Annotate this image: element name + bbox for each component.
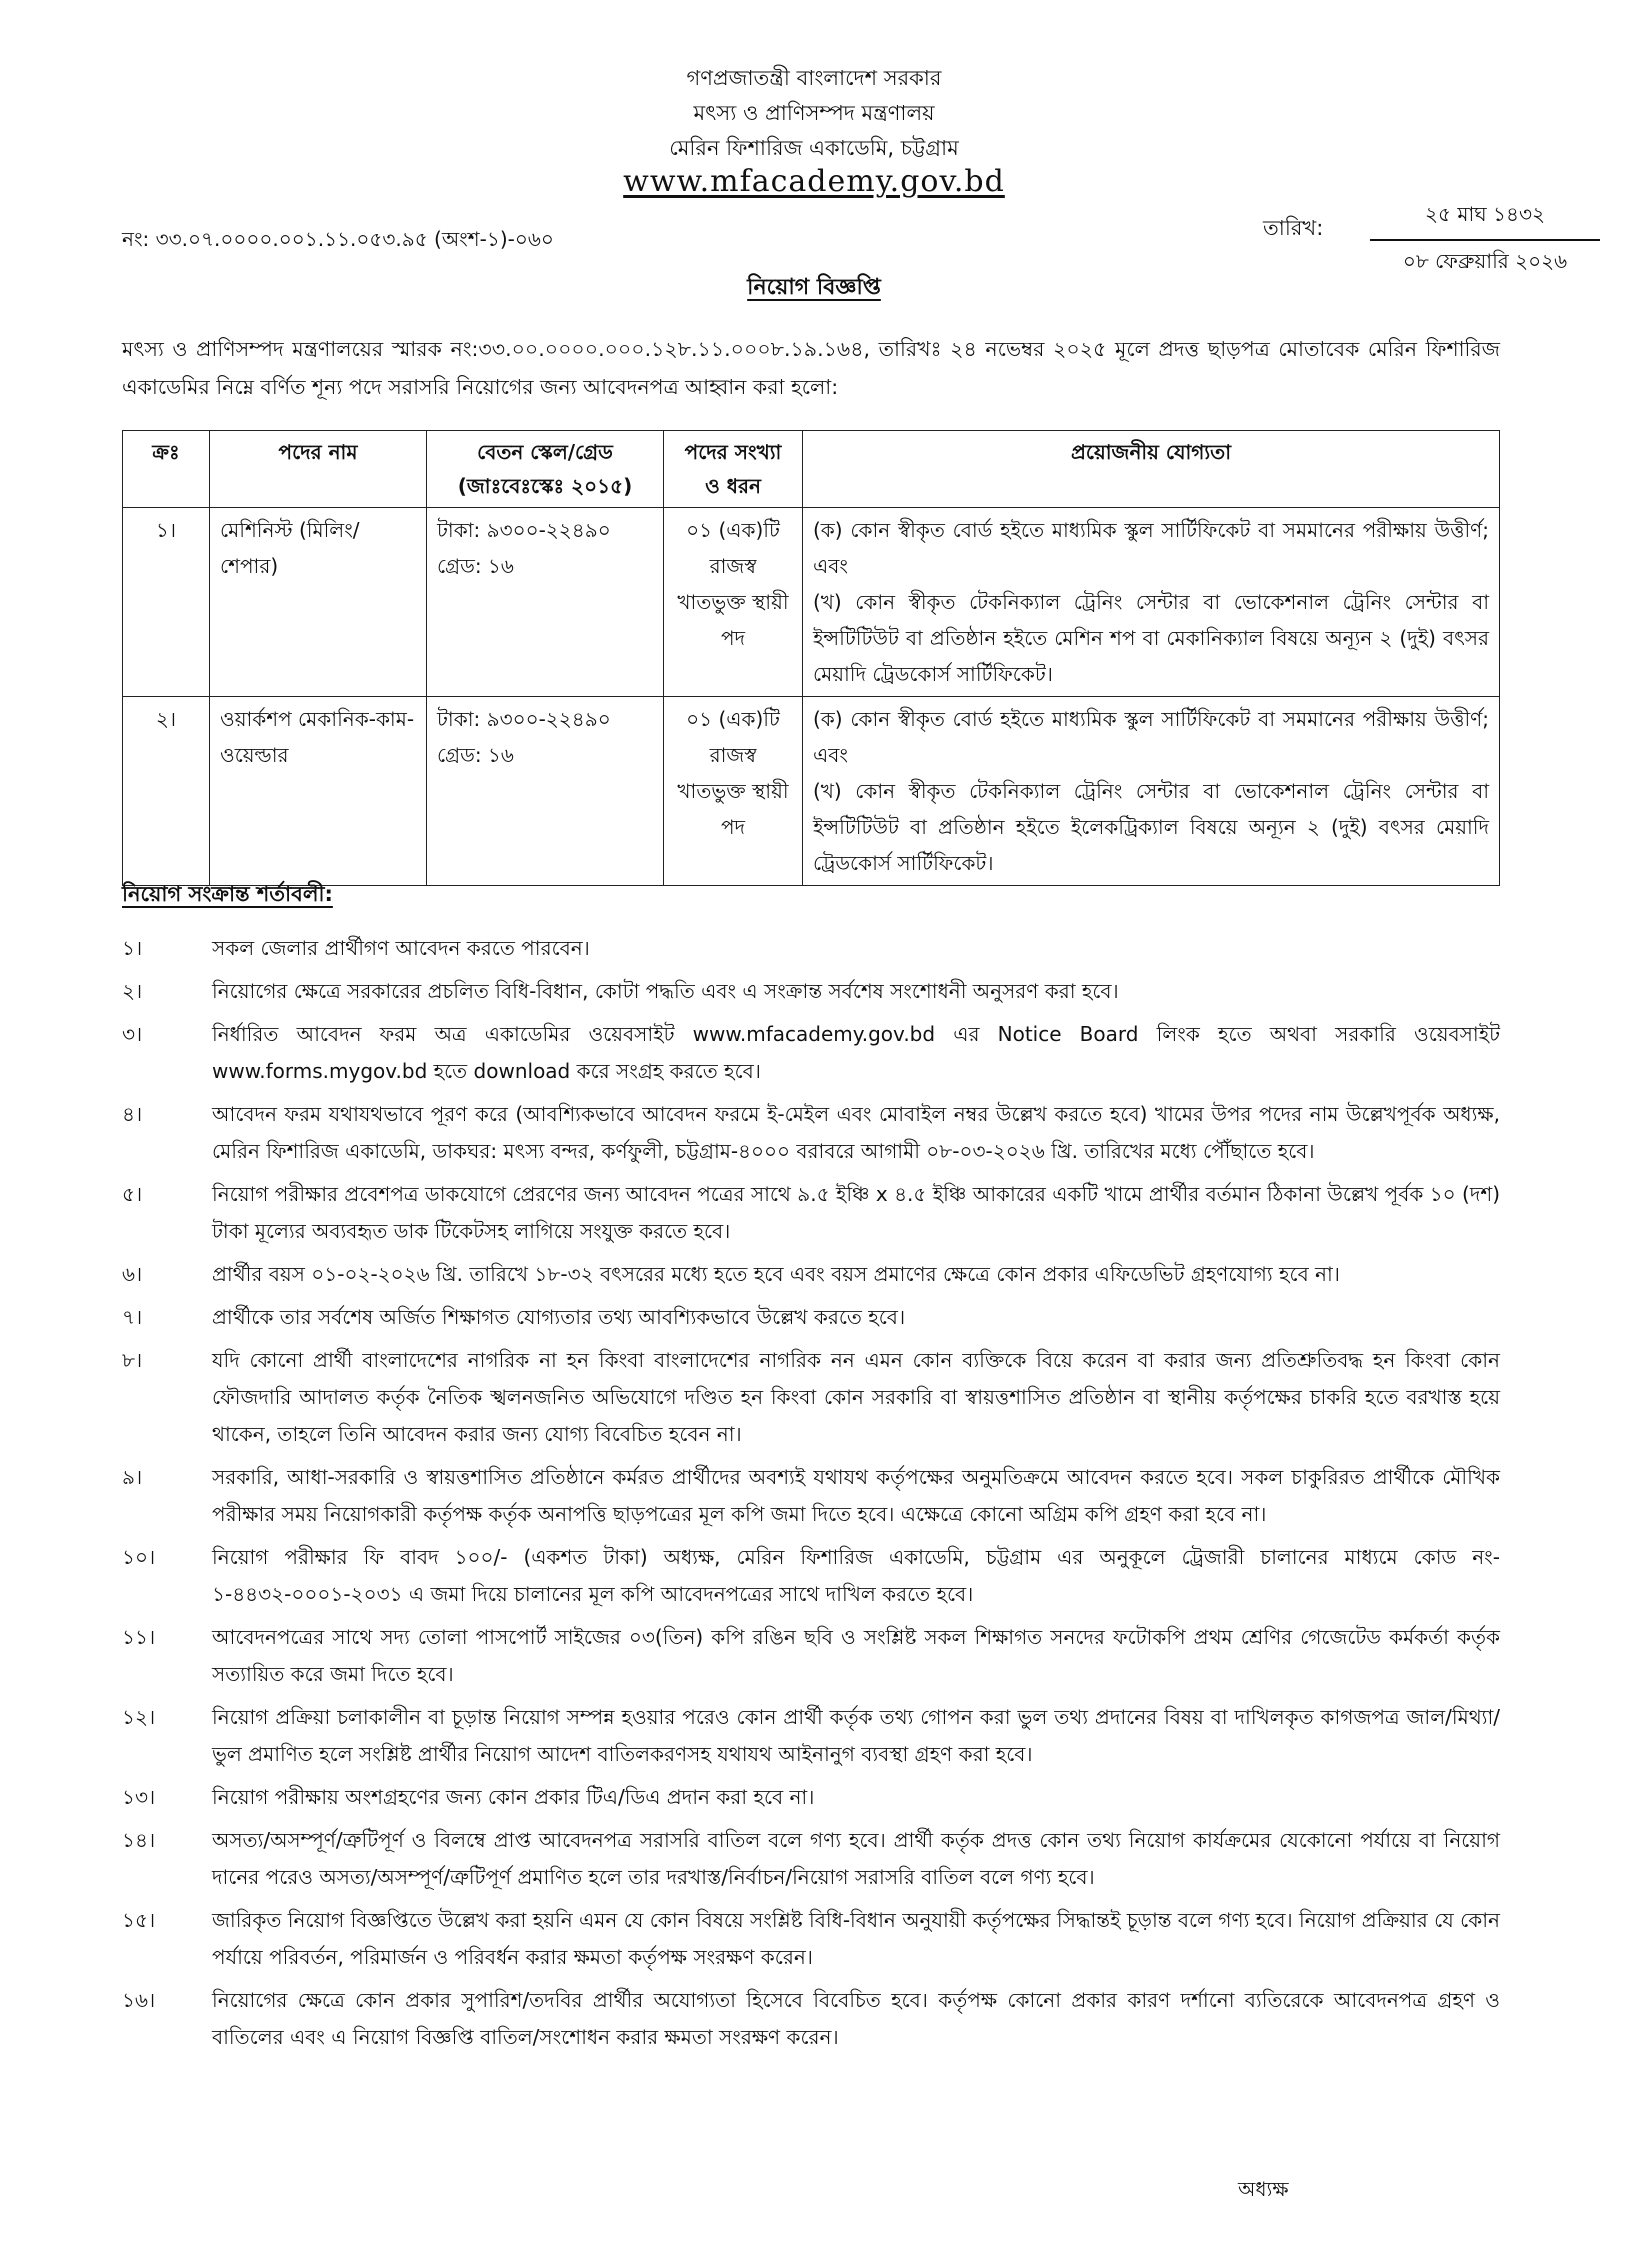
table-row bbox=[123, 697, 1500, 886]
row-post: মেশিনিস্ট (মিলিং/শেপার) bbox=[210, 508, 427, 697]
list-item bbox=[122, 1342, 1500, 1453]
date-bangla: ২৫ মাঘ ১৪৩২ bbox=[1370, 200, 1600, 241]
term-text: প্রার্থীকে তার সর্বশেষ অর্জিত শিক্ষাগত যোগ্যতার তথ্য আবশ্যিকভাবে উল্লেখ করতে হবে। bbox=[212, 1305, 906, 1329]
header-government: গণপ্রজাতন্ত্রী বাংলাদেশ সরকার bbox=[686, 66, 942, 90]
notice-title: নিয়োগ বিজ্ঞপ্তি bbox=[747, 275, 881, 300]
list-item bbox=[122, 930, 1500, 967]
term-number: ১৬। bbox=[122, 1988, 156, 2012]
term-number: ১৪। bbox=[122, 1828, 156, 1852]
list-item bbox=[122, 1459, 1500, 1533]
signature-title: অধ্যক্ষ bbox=[1238, 2177, 1289, 2201]
list-item bbox=[122, 1096, 1500, 1170]
row-serial: ১। bbox=[123, 508, 210, 697]
term-number: ৬। bbox=[122, 1262, 143, 1286]
table-header-row bbox=[123, 431, 1500, 508]
qualification-a: (ক) কোন স্বীকৃত বোর্ড হইতে মাধ্যমিক স্কুল সার্টিফিকেট বা সমমানের পরীক্ষায় উত্তীর্ণ; এবং bbox=[813, 518, 1489, 578]
qualification-b: (খ) কোন স্বীকৃত টেকনিক্যাল ট্রেনিং সেন্টার বা ভোকেশনাল ট্রেনিং সেন্টার বা ইন্সটিটিউট বা প্রতিষ্ঠান হইতে মেশিন শপ বা মেকানিক্যাল বিষয়ে অন্যূন ২ (দুই) বৎসর মেয়াদি ট্রেডকোর্স সার্টিফিকেট। bbox=[813, 590, 1489, 686]
list-item bbox=[122, 1822, 1500, 1896]
list-item bbox=[122, 1779, 1500, 1816]
header-ministry: মৎস্য ও প্রাণিসম্পদ মন্ত্রণালয় bbox=[693, 101, 935, 125]
term-text: সরকারি, আধা-সরকারি ও স্বায়ত্তশাসিত প্রতিষ্ঠানে কর্মরত প্রার্থীদের অবশ্যই যথাযথ কর্তৃপক্ষের অনুমতিক্রমে আবেদন করতে হবে। সকল চাকুরিরত প্রার্থীকে মৌখিক পরীক্ষার সময় নিয়োগকারী কর্তৃপক্ষ কর্তৃক অনাপত্তি ছাড়পত্রের মূল কপি জমা দিতে হবে। এক্ষেত্রে কোনো অগ্রিম কপি গ্রহণ করা হবে না। bbox=[212, 1465, 1500, 1526]
term-text: নিয়োগের ক্ষেত্রে কোন প্রকার সুপারিশ/তদবির প্রার্থীর অযোগ্যতা হিসেবে বিবেচিত হবে। কর্তৃপক্ষ কোনো প্রকার কারণ দর্শানো ব্যতিরেকে আবেদনপত্র গ্রহণ ও বাতিলের এবং এ নিয়োগ বিজ্ঞপ্তি বাতিল/সংশোধন করার ক্ষমতা সংরক্ষণ করেন। bbox=[212, 1988, 1500, 2049]
term-number: ১০। bbox=[122, 1545, 156, 1569]
term-text: অসত্য/অসম্পূর্ণ/ত্রুটিপূর্ণ ও বিলম্বে প্রাপ্ত আবেদনপত্র সরাসরি বাতিল বলে গণ্য হবে। প্রার্থী কর্তৃক প্রদত্ত কোন তথ্য নিয়োগ কার্যক্রমের যেকোনো পর্যায়ে বা নিয়োগ দানের পরেও অসত্য/অসম্পূর্ণ/ত্রুটিপূর্ণ প্রমাণিত হলে তার দরখাস্ত/নির্বাচন/নিয়োগ সরাসরি বাতিল বলে গণ্য হবে। bbox=[212, 1828, 1500, 1889]
term-number: ৪। bbox=[122, 1102, 143, 1126]
row-post: ওয়ার্কশপ মেকানিক-কাম-ওয়েল্ডার bbox=[210, 697, 427, 886]
qualification-b: (খ) কোন স্বীকৃত টেকনিক্যাল ট্রেনিং সেন্টার বা ভোকেশনাল ট্রেনিং সেন্টার বা ইন্সটিটিউট বা প্রতিষ্ঠান হইতে ইলেকট্রিক্যাল বিষয়ে অন্যূন ২ (দুই) বৎসর মেয়াদি ট্রেডকোর্স সার্টিফিকেট। bbox=[813, 779, 1489, 875]
header-scale: বেতন স্কেল/গ্রেড (জাঃবেঃস্কেঃ ২০১৫) bbox=[427, 431, 664, 508]
header-count: পদের সংখ্যা ও ধরন bbox=[664, 431, 803, 508]
term-text: নির্ধারিত আবেদন ফরম অত্র একাডেমির ওয়েবসাইট www.mfacademy.gov.bd এর Notice Board লিংক হতে অথবা সরকারি ওয়েবসাইট www.forms.mygov.bd হতে download করে সংগ্রহ করতে হবে। bbox=[212, 1022, 1500, 1083]
list-item bbox=[122, 1619, 1500, 1693]
date-label: তারিখ: bbox=[1263, 216, 1324, 240]
term-text: নিয়োগ প্রক্রিয়া চলাকালীন বা চূড়ান্ত নিয়োগ সম্পন্ন হওয়ার পরেও কোন প্রার্থী কর্তৃক তথ্য গোপন করা ভুল তথ্য প্রদানের বিষয় বা দাখিলকৃত কাগজপত্র জাল/মিথ্যা/ভুল প্রমাণিত হলে সংশ্লিষ্ট প্রার্থীর নিয়োগ আদেশ বাতিলকরণসহ যথাযথ আইনানুগ ব্যবস্থা গ্রহণ করা হবে। bbox=[212, 1705, 1500, 1766]
posts-table bbox=[122, 430, 1500, 886]
term-text: নিয়োগ পরীক্ষার ফি বাবদ ১০০/- (একশত টাকা) অধ্যক্ষ, মেরিন ফিশারিজ একাডেমি, চট্টগ্রাম এর অনুকূলে ট্রেজারী চালানের মাধ্যমে কোড নং- ১-৪৪৩২-০০০১-২০৩১ এ জমা দিয়ে চালানের মূল কপি আবেদনপত্রের সাথে দাখিল করতে হবে। bbox=[212, 1545, 1500, 1606]
term-text: নিয়োগ পরীক্ষার প্রবেশপত্র ডাকযোগে প্রেরণের জন্য আবেদন পত্রের সাথে ৯.৫ ইঞ্চি x ৪.৫ ইঞ্চি আকারের একটি খামে প্রার্থীর বর্তমান ঠিকানা উল্লেখ পূর্বক ১০ (দশ) টাকা মূল্যের অব্যবহৃত ডাক টিকেটসহ লাগিয়ে সংযুক্ত করতে হবে। bbox=[212, 1182, 1500, 1243]
memo-number: নং: ৩৩.০৭.০০০০.০০১.১১.০৫৩.৯৫ (অংশ-১)-০৬০ bbox=[122, 227, 554, 251]
term-number: ১১। bbox=[122, 1625, 156, 1649]
term-text: প্রার্থীর বয়স ০১-০২-২০২৬ খ্রি. তারিখে ১৮-৩২ বৎসরের মধ্যে হতে হবে এবং বয়স প্রমাণের ক্ষেত্রে কোন প্রকার এফিডেভিট গ্রহণযোগ্য হবে না। bbox=[212, 1262, 1340, 1286]
term-number: ২। bbox=[122, 979, 143, 1003]
term-text: জারিকৃত নিয়োগ বিজ্ঞপ্তিতে উল্লেখ করা হয়নি এমন যে কোন বিষয়ে সংশ্লিষ্ট বিধি-বিধান অনুযায়ী কর্তৃপক্ষের সিদ্ধান্তই চূড়ান্ত বলে গণ্য হবে। নিয়োগ প্রক্রিয়ার যে কোন পর্যায়ে পরিবর্তন, পরিমার্জন ও পরিবর্ধন করার ক্ষমতা কর্তৃপক্ষ সংরক্ষণ করেন। bbox=[212, 1908, 1500, 1969]
list-item bbox=[122, 1902, 1500, 1976]
list-item bbox=[122, 1299, 1500, 1336]
intro-paragraph: মৎস্য ও প্রাণিসম্পদ মন্ত্রণালয়ের স্মারক নং:৩৩.০০.০০০০.০০০.১২৮.১১.০০০৮.১৯.১৬৪, তারিখঃ ২৪ নভেম্বর ২০২৫ মূলে প্রদত্ত ছাড়পত্র মোতাবেক মেরিন ফিশারিজ একাডেমির নিম্নে বর্ণিত শূন্য পদে সরাসরি নিয়োগের জন্য আবেদনপত্র আহ্বান করা হলো: bbox=[122, 337, 1500, 399]
date-box bbox=[1370, 200, 1600, 280]
row-count: ০১ (এক)টি রাজস্ব খাতভুক্ত স্থায়ী পদ bbox=[664, 697, 803, 886]
header-qualification: প্রয়োজনীয় যোগ্যতা bbox=[803, 431, 1500, 508]
list-item bbox=[122, 1539, 1500, 1613]
list-item bbox=[122, 1176, 1500, 1250]
list-item bbox=[122, 973, 1500, 1010]
term-text: আবেদনপত্রের সাথে সদ্য তোলা পাসপোর্ট সাইজের ০৩(তিন) কপি রঙিন ছবি ও সংশ্লিষ্ট সকল শিক্ষাগত সনদের ফটোকপি প্রথম শ্রেণির গেজেটেড কর্মকর্তা কর্তৃক সত্যায়িত করে জমা দিতে হবে। bbox=[212, 1625, 1500, 1686]
list-item bbox=[122, 1016, 1500, 1090]
row-count: ০১ (এক)টি রাজস্ব খাতভুক্ত স্থায়ী পদ bbox=[664, 508, 803, 697]
row-qualification bbox=[803, 508, 1500, 697]
list-item bbox=[122, 1699, 1500, 1773]
list-item bbox=[122, 1982, 1500, 2056]
terms-title: নিয়োগ সংক্রান্ত শর্তাবলী: bbox=[122, 882, 333, 906]
row-scale: টাকা: ৯৩০০-২২৪৯০ গ্রেড: ১৬ bbox=[427, 508, 664, 697]
term-number: ৫। bbox=[122, 1182, 143, 1206]
list-item bbox=[122, 1256, 1500, 1293]
term-text: সকল জেলার প্রার্থীগণ আবেদন করতে পারবেন। bbox=[212, 936, 590, 960]
term-text: আবেদন ফরম যথাযথভাবে পূরণ করে (আবশ্যিকভাবে আবেদন ফরমে ই-মেইল এবং মোবাইল নম্বর উল্লেখ করতে হবে) খামের উপর পদের নাম উল্লেখপূর্বক অধ্যক্ষ, মেরিন ফিশারিজ একাডেমি, ডাকঘর: মৎস্য বন্দর, কর্ণফুলী, চট্টগ্রাম-৪০০০ বরাবরে আগামী ০৮-০৩-২০২৬ খ্রি. তারিখের মধ্যে পৌঁছাতে হবে। bbox=[212, 1102, 1500, 1163]
date-english: ০৮ ফেব্রুয়ারি ২০২৬ bbox=[1402, 249, 1568, 273]
term-text: নিয়োগ পরীক্ষায় অংশগ্রহণের জন্য কোন প্রকার টিএ/ডিএ প্রদান করা হবে না। bbox=[212, 1785, 815, 1809]
header-serial: ক্রঃ bbox=[123, 431, 210, 508]
qualification-a: (ক) কোন স্বীকৃত বোর্ড হইতে মাধ্যমিক স্কুল সার্টিফিকেট বা সমমানের পরীক্ষায় উত্তীর্ণ; এবং bbox=[813, 707, 1489, 767]
term-number: ৩। bbox=[122, 1022, 143, 1046]
term-number: ১৩। bbox=[122, 1785, 156, 1809]
header-website: www.mfacademy.gov.bd bbox=[623, 164, 1005, 199]
row-scale: টাকা: ৯৩০০-২২৪৯০ গ্রেড: ১৬ bbox=[427, 697, 664, 886]
term-number: ৭। bbox=[122, 1305, 143, 1329]
row-serial: ২। bbox=[123, 697, 210, 886]
term-number: ৮। bbox=[122, 1348, 143, 1372]
header-post: পদের নাম bbox=[210, 431, 427, 508]
terms-list bbox=[122, 930, 1500, 2062]
term-text: নিয়োগের ক্ষেত্রে সরকারের প্রচলিত বিধি-বিধান, কোটা পদ্ধতি এবং এ সংক্রান্ত সর্বশেষ সংশোধনী অনুসরণ করা হবে। bbox=[212, 979, 1119, 1003]
term-number: ১। bbox=[122, 936, 143, 960]
row-qualification bbox=[803, 697, 1500, 886]
header-academy: মেরিন ফিশারিজ একাডেমি, চট্টগ্রাম bbox=[669, 136, 959, 160]
table-row bbox=[123, 508, 1500, 697]
term-number: ৯। bbox=[122, 1465, 143, 1489]
term-number: ১২। bbox=[122, 1705, 156, 1729]
term-text: যদি কোনো প্রার্থী বাংলাদেশের নাগরিক না হন কিংবা বাংলাদেশের নাগরিক নন এমন কোন ব্যক্তিকে বিয়ে করেন বা করার জন্য প্রতিশ্রুতিবদ্ধ হন কিংবা কোন ফৌজদারি আদালত কর্তৃক নৈতিক স্খলনজনিত অভিযোগে দণ্ডিত হন কিংবা কোন সরকারি বা স্বায়ত্তশাসিত প্রতিষ্ঠান বা স্থানীয় কর্তৃপক্ষের চাকরি হতে বরখাস্ত হয়ে থাকেন, তাহলে তিনি আবেদন করার জন্য যোগ্য বিবেচিত হবেন না। bbox=[212, 1348, 1500, 1446]
term-number: ১৫। bbox=[122, 1908, 156, 1932]
